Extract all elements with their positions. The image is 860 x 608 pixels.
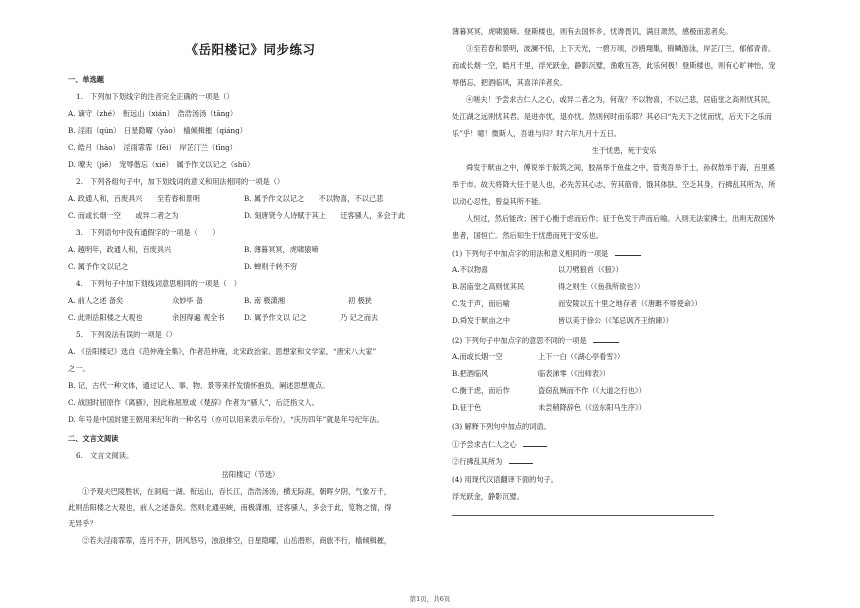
question-5: 5. 下列说法有误的一项是（） <box>76 330 177 339</box>
q1-option-a: A. 谪守（zhé） 衔远山（xián） 浩浩汤汤（tāng） <box>68 109 238 118</box>
page-footer: 第1页，共6页 <box>409 595 451 603</box>
question-2: 2. 下列各组句子中，加下划线词的意义和用法相同的一项是（） <box>76 177 285 186</box>
q2-option-d: D. 刻唐贤今人诗赋于其上 迁客骚人，多会于此 <box>244 211 406 220</box>
sq2-option-b-compare: 临表涕零（《出师表》） <box>538 369 610 378</box>
q1-option-c: C. 皓月（hào） 淫雨霏霏（fēi） 岸芷汀兰（tīng） <box>68 143 237 152</box>
subquestion-3: (3) 解释下列句中加点的词语。 <box>452 422 551 431</box>
q4-option-c-compare: 余因得遍 观全书 <box>172 313 225 322</box>
passage-title: 岳阳楼记（节选） <box>221 470 280 479</box>
passage-para4-line3: 乐”乎！噫！微斯人，吾谁与归？时六年九月十五日。 <box>452 129 621 138</box>
q4-option-a-compare: 众妙毕 备 <box>172 296 204 305</box>
passage2-title: 生于忧患，死于安乐 <box>591 146 657 155</box>
q5-option-b: B. 记，古代一种文体，通过记人、事、物、景等来抒发情怀抱负，阐述思想观点。 <box>68 381 330 390</box>
q2-option-a: A. 政通人和，百废具兴 至若春和景明 <box>68 194 200 203</box>
q4-option-b-compare: 初 极狭 <box>348 296 372 305</box>
sq1-option-c-compare: 而安陵以五十里之地存者（《唐雎不辱使命》） <box>558 299 702 308</box>
passage-para3-line1: ③至若春和景明，波澜不惊，上下天光，一碧万顷，沙鸥翔集，锦鳞游泳，岸芷汀兰，郁郁青青。 <box>466 44 776 53</box>
sq1-option-d: D.舜发于畎亩之中 <box>452 316 511 325</box>
answer-blank-sq3-2[interactable] <box>509 456 533 464</box>
q4-option-a: A. 前人之述 备矣 <box>68 296 124 305</box>
q1-option-d: D. 嘹夫（jiē） 宠辱偕忘（xié） 属予作文以记之（shǔ） <box>68 160 255 169</box>
passage2-para1-line2: 举于市。故天将降大任于是人也，必先苦其心志，劳其筋骨，饿其体肤，空乏其身，行拂乱其所为，所 <box>452 180 776 189</box>
passage-para1-line1: ①予观夫巴陵胜状，在洞庭一湖。衔远山，吞长江，浩浩汤汤，横无际涯，朝晖夕阴，气象万千， <box>82 487 392 496</box>
q4-option-d: D. 属予作文以 记之 <box>244 313 307 322</box>
q3-option-b: B. 薄暮冥冥，虎啸猿啼 <box>244 245 319 254</box>
passage-para3-line2: 而或长烟一空，皓月千里，浮光跃金，静影沉璧，渔歌互答，此乐何极！登斯楼也，则有心旷神怡，宠 <box>452 61 776 70</box>
section-heading-single-choice: 一、单选题 <box>68 75 104 84</box>
q3-option-c: C. 属予作文以记之 <box>68 262 129 271</box>
question-3: 3. 下列语句中没有通假字的一项是（ ） <box>76 228 220 237</box>
sq1-option-a-compare: 以刀劈狼首（《狼》） <box>558 265 623 274</box>
passage-cont-line: 薄暮冥冥，虎啸猿啼。登斯楼也，则有去国怀乡，忧谗畏讥，满目萧然，感极而悲者矣。 <box>452 27 733 36</box>
passage-para1-line2: 此则岳阳楼之大观也，前人之述备矣。然则北通巫峡，南极潇湘，迁客骚人，多会于此，览物之情，得 <box>68 503 392 512</box>
subquestion-1 <box>452 248 641 259</box>
subquestion-2 <box>452 335 619 346</box>
sq2-option-d: D.征于色 <box>452 403 482 412</box>
answer-blank-sq3-1[interactable] <box>523 439 547 447</box>
sq3-item-2 <box>452 456 533 467</box>
answer-line-sq4[interactable] <box>452 515 714 516</box>
sq1-option-b-compare: 得之则生（《鱼我所欲也》） <box>558 282 645 291</box>
section-heading-classical-reading: 二、文言文阅读 <box>68 434 119 443</box>
sq2-option-b: B.把酒临风 <box>452 369 489 378</box>
passage2-para1-line3: 以动心忍性，曾益其所不能。 <box>452 197 546 206</box>
sq3-item-2-text: ②行拂乱其所为 <box>452 457 503 466</box>
subquestion-1-text: (1) 下列句子中加点字的用法和意义相同的一项是 <box>452 249 609 258</box>
q4-option-b: B. 南 极潇湘 <box>244 296 285 305</box>
q3-option-a: A. 越明年，政通人和，百废具兴 <box>68 245 172 254</box>
passage2-para2-line2: 患者，国恒亡。然后知生于忧患而死于安乐也。 <box>452 231 603 240</box>
q4-option-d-compare: 乃 记之而去 <box>340 313 379 322</box>
subquestion-4: (4) 用现代汉语翻译下面的句子。 <box>452 475 558 484</box>
q5-option-d: D. 年号是中国封建王朝用来纪年的一种名号（亦可以用来表示年份），“庆历四年”就是年号纪年法。 <box>68 415 384 424</box>
passage-para1-line3: 无异乎？ <box>68 519 97 528</box>
sq2-option-a: A.而或长烟一空 <box>452 352 503 361</box>
passage-para4-line2: 处江湖之远则忧其君。是进亦忧，退亦忧。然则何时而乐耶？其必曰“先天下之忧而忧，后天下之乐而 <box>452 112 772 121</box>
q2-option-c: C. 而或长烟一空 或异二者之为 <box>68 211 179 220</box>
q5-option-c: C. 战国时屈原作《离骚》，因此称屈原或《楚辞》作者为“骚人”，后泛指文人。 <box>68 398 319 407</box>
answer-blank-sq1[interactable] <box>615 248 641 256</box>
passage2-para2-line1: 人恒过，然后能改；困于心衡于虑而后作；征于色发于声而后喻。入则无法家拂士，出则无敌国外 <box>466 214 776 223</box>
q5-option-a-line1: A. 《岳阳楼记》选自《范仲淹全集》，作者范仲淹，北宋政治家、思想家和文学家，“唐宋八大家” <box>68 347 377 356</box>
passage-para3-line3: 辱偕忘，把酒临风，其喜洋洋者矣。 <box>452 78 568 87</box>
sq1-option-b: B.居庙堂之高则忧其民 <box>452 282 525 291</box>
q2-option-b: B. 属予作文以记之 不以物喜，不以己悲 <box>244 194 384 203</box>
q1-option-b: B. 淫雨（qún） 日星隐曜（yào） 樯倾楫摧（qiáng） <box>68 126 247 135</box>
passage-para4-line1: ④嗟夫！予尝求古仁人之心，或异二者之为，何哉？不以物喜，不以己悲，居庙堂之高则忧其民， <box>466 95 776 104</box>
sq1-option-a: A.不以物喜 <box>452 265 489 274</box>
sq3-item-1-text: ①予尝求古仁人之心 <box>452 440 517 449</box>
q3-option-d: D. 蝉则千转不穷 <box>244 262 298 271</box>
passage2-para1-line1: 舜发于畎亩之中，傅说举于版筑之间，胶鬲举于鱼盐之中，管夷吾举于士，孙叔敖举于海，百里奚 <box>466 163 776 172</box>
passage-para2-line1: ②若夫淫雨霏霏，连月不开，阴风怒号，浊浪排空，日星隐曜，山岳潜形，商旅不行，樯倾楫摧， <box>82 536 392 545</box>
sq2-option-d-compare: 未尝稍降辞色（《送东阳马生序》） <box>538 403 646 412</box>
sq3-item-1 <box>452 439 547 450</box>
q4-option-c: C. 此则岳阳楼之大观也 <box>68 313 143 322</box>
sq1-option-c: C.发于声，而后喻 <box>452 299 510 308</box>
sq2-option-c-compare: 盗窃乱贼而不作（《大道之行也》） <box>538 386 646 395</box>
sq2-option-a-compare: 上下一白（《湖心亭看雪》） <box>538 352 625 361</box>
question-6: 6. 文言文阅读。 <box>76 451 134 460</box>
page-title: 《岳阳楼记》同步练习 <box>185 42 316 57</box>
question-1: 1. 下列加下划线字的注音完全正确的一项是（） <box>76 92 234 101</box>
question-4: 4. 下列句子中加下划线词意思相同的一项是（ ） <box>76 279 241 288</box>
sq1-option-d-compare: 皆以美于徐公（《邹忌讽齐王纳谏》） <box>558 316 673 325</box>
subquestion-2-text: (2) 下列句子中加点字的意思不同的一项是 <box>452 336 587 345</box>
q5-option-a-line2: 之一。 <box>68 364 90 373</box>
sq4-sentence: 浮光跃金，静影沉璧。 <box>452 492 524 501</box>
sq2-option-c: C.衡于虑，而后作 <box>452 386 510 395</box>
answer-blank-sq2[interactable] <box>593 335 619 343</box>
